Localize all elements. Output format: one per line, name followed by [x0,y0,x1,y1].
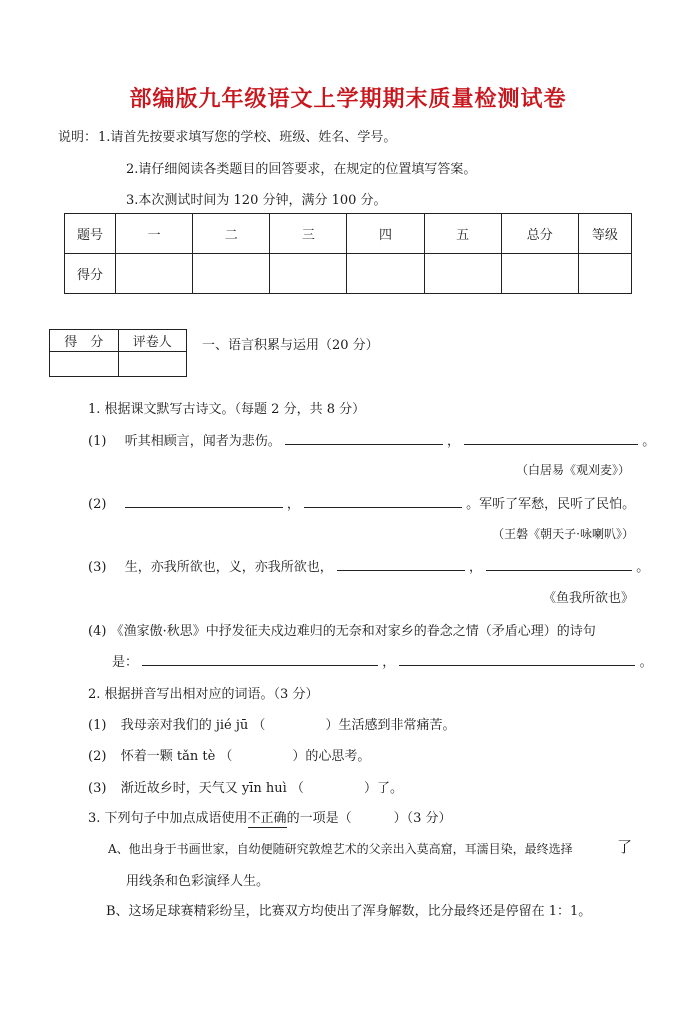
stem-emphasis: 不正确 [247,811,287,826]
poem-item [88,430,655,449]
score-cell[interactable] [116,254,193,294]
pinyin: yīn huì [241,781,287,796]
header-cell: 总分 [501,214,578,254]
section-heading: 一、语言积累与运用（20 分） [202,338,379,353]
pinyin-item [88,777,403,796]
item-number: (1) [88,718,107,733]
source-citation: （白居易《观刈麦》） [515,463,630,477]
header-cell: 二 [193,214,270,254]
header-cell: 题号 [65,214,116,254]
item-text: 我母亲对我们的 [120,718,212,733]
header-cell: 四 [347,214,424,254]
bracket-open: （ [252,718,266,733]
option-text: 这场足球赛精彩纷呈，比赛双方均使出了浑身解数，比分最终还是停留在 1：1。 [128,904,592,919]
item-text: ， [382,655,396,670]
option-a-continued: 用线条和色彩演绎人生。 [126,874,270,889]
item-text: ）了。 [363,781,403,796]
score-table [64,213,632,294]
answer-blank[interactable] [399,653,635,666]
item-text: 。军听了军愁，民听了民怕。 [466,497,636,512]
answer-blank[interactable] [125,495,283,508]
answer-blank[interactable] [464,432,638,445]
item-text: 。 [639,655,653,670]
score-cell[interactable] [193,254,270,294]
item-text: 怀着一颗 [120,749,173,764]
grader-score-cell[interactable] [50,352,119,377]
bracket-open: （ [219,749,233,764]
option-a [108,840,573,857]
header-cell: 五 [424,214,501,254]
poem-item [88,493,635,512]
answer-blank[interactable] [486,558,632,571]
option-b [106,900,591,919]
item-text: 生，亦我所欲也，义，亦我所欲也， [124,560,333,575]
item-number: (2) [88,497,107,512]
poem-item-continued [112,651,653,670]
pinyin-item [88,745,370,764]
item-text: 渐近故乡时，天气又 [120,781,238,796]
header-cell: 等级 [578,214,631,254]
answer-blank[interactable] [337,558,465,571]
item-text: 。 [642,434,656,449]
instructions-label: 说明： [58,130,98,145]
item-text: ， [286,497,300,512]
grader-box [49,329,187,377]
item-text: ， [447,434,461,449]
pinyin: tǎn tè [176,749,216,764]
score-cell[interactable] [501,254,578,294]
item-text: ， [469,560,483,575]
answer-blank[interactable] [142,653,378,666]
stem-text: 的一项是（ [286,811,352,826]
item-number: (1) [88,434,107,449]
pinyin-item [88,714,455,733]
answer-blank[interactable] [285,432,443,445]
grader-score-label: 得 分 [50,330,119,352]
question-stem [88,807,451,826]
option-tail: 了 [617,838,633,856]
score-cell[interactable] [270,254,347,294]
source-citation: 《鱼我所欲也》 [542,591,634,606]
score-cell[interactable] [424,254,501,294]
pinyin: jié jū [215,718,249,733]
question-stem: 1. 根据课文默写古诗文。（每题 2 分，共 8 分） [88,402,366,417]
bracket-open: （ [290,781,304,796]
item-text: 听其相顾言，闻者为悲伤。 [124,434,281,449]
option-text: 他出身于书画世家，自幼便随研究敦煌艺术的父亲出入莫高窟，耳濡目染，最终选择 [128,842,573,856]
item-number: (3) [88,560,107,575]
instruction-item: 3.本次测试时间为 120 分钟，满分 100 分。 [126,193,387,208]
poem-item [88,556,649,575]
instruction-item: 2.请仔细阅读各类题目的回答要求，在规定的位置填写答案。 [126,162,477,177]
item-number: (3) [88,781,107,796]
item-text: 是： [112,655,139,670]
poem-item [88,620,596,639]
row-label: 得分 [65,254,116,294]
item-text: 《渔家傲·秋思》中抒发征夫戍边难归的无奈和对家乡的眷念之情（矛盾心理）的诗句 [110,624,596,639]
score-cell[interactable] [578,254,631,294]
item-text: 。 [636,560,650,575]
grader-name-label: 评卷人 [118,330,186,352]
source-citation: （王磐《朝天子·咏喇叭》） [492,527,634,541]
option-label: B、 [106,904,129,919]
score-cell[interactable] [347,254,424,294]
page-title: 部编版九年级语文上学期期末质量检测试卷 [129,87,567,112]
grader-name-cell[interactable] [118,352,186,377]
item-number: (4) [88,624,107,639]
option-label: A、 [108,842,129,856]
item-number: (2) [88,749,107,764]
item-text: ）生活感到非常痛苦。 [325,718,456,733]
instruction-item: 1.请首先按要求填写您的学校、班级、姓名、学号。 [98,130,397,145]
stem-text: 3. 下列句子中加点成语使用 [88,811,248,826]
header-cell: 一 [116,214,193,254]
answer-blank[interactable] [304,495,462,508]
item-text: ）的心思考。 [292,749,371,764]
question-stem: 2. 根据拼音写出相对应的词语。（3 分） [88,687,319,702]
stem-text: ）（3 分） [393,811,452,826]
header-cell: 三 [270,214,347,254]
